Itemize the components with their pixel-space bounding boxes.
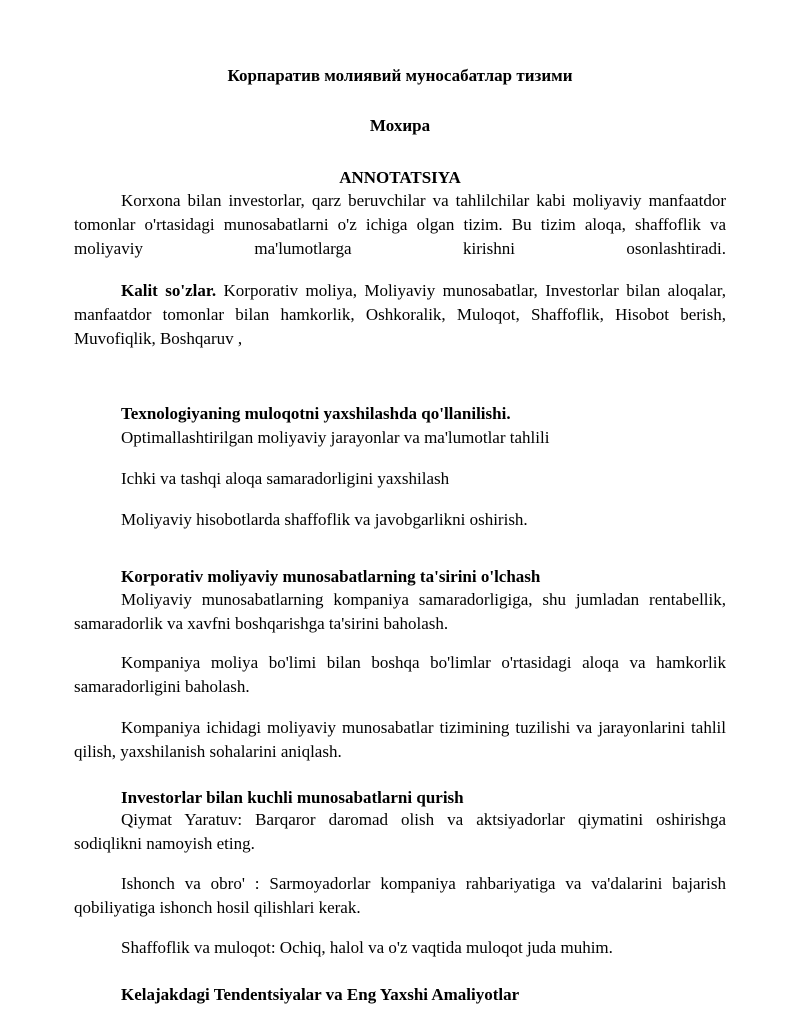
- section-heading: Investorlar bilan kuchli munosabatlarni qurish: [121, 788, 464, 807]
- abstract-heading: ANNOTATSIYA: [339, 168, 461, 187]
- section-paragraph: Kompaniya moliya bo'limi bilan boshqa bo'limlar o'rtasidagi aloqa va hamkorlik samaradorligini baholash.: [74, 653, 726, 696]
- section-paragraph: Moliyaviy munosabatlarning kompaniya samaradorligiga, shu jumladan rentabellik, samaradorlik va xavfni boshqarishga ta'sirini baholash.: [74, 590, 726, 633]
- keywords-label: Kalit so'zlar.: [121, 281, 217, 300]
- section-paragraph: Ichki va tashqi aloqa samaradorligini yaxshilash: [121, 469, 450, 488]
- keywords-paragraph: [74, 279, 726, 351]
- section-paragraph: Shaffoflik va muloqot: Ochiq, halol va o'z vaqtida muloqot juda muhim.: [121, 938, 613, 957]
- author-name: Мохира: [369, 116, 431, 135]
- section-paragraph: Qiymat Yaratuv: Barqaror daromad olish va aktsiyadorlar qiymatini oshirishga sodiqlikni namoyish eting.: [74, 810, 726, 853]
- section-paragraph: Optimallashtirilgan moliyaviy jarayonlar va ma'lumotlar tahlili: [121, 428, 550, 447]
- section-paragraph: Ishonch va obro' : Sarmoyadorlar kompaniya rahbariyatiga va va'dalarini bajarish qobiliyatiga ishonch hosil qilishlari kerak.: [74, 874, 726, 917]
- section-heading: Korporativ moliyaviy munosabatlarning ta'sirini o'lchash: [121, 567, 541, 586]
- document-title: Корпаратив молиявий муносабатлар тизими: [227, 66, 573, 85]
- section-heading: Kelajakdagi Tendentsiyalar va Eng Yaxshi Amaliyotlar: [121, 985, 520, 1004]
- section-paragraph: Kompaniya ichidagi moliyaviy munosabatlar tizimining tuzilishi va jarayonlarini tahlil qilish, yaxshilanish sohalarini aniqlash.: [74, 718, 726, 761]
- abstract-paragraph: Korxona bilan investorlar, qarz beruvchilar va tahlilchilar kabi moliyaviy manfaatdor tomonlar o'rtasidagi munosabatlarni o'z ichiga olgan tizim. Bu tizim aloqa, shaffoflik va moliyaviy ma'lumotlarga kirishni osonlashtiradi.: [74, 191, 726, 258]
- section-heading: Texnologiyaning muloqotni yaxshilashda qo'llanilishi.: [121, 404, 511, 423]
- section-paragraph: Moliyaviy hisobotlarda shaffoflik va javobgarlikni oshirish.: [121, 510, 528, 529]
- keywords-text: Korporativ moliya, Moliyaviy munosabatlar, Investorlar bilan aloqalar, manfaatdor tomonlar bilan hamkorlik, Oshkoralik, Muloqot, Shaffoflik, Hisobot berish, Muvofiqlik, Boshqaruv ,: [74, 281, 726, 348]
